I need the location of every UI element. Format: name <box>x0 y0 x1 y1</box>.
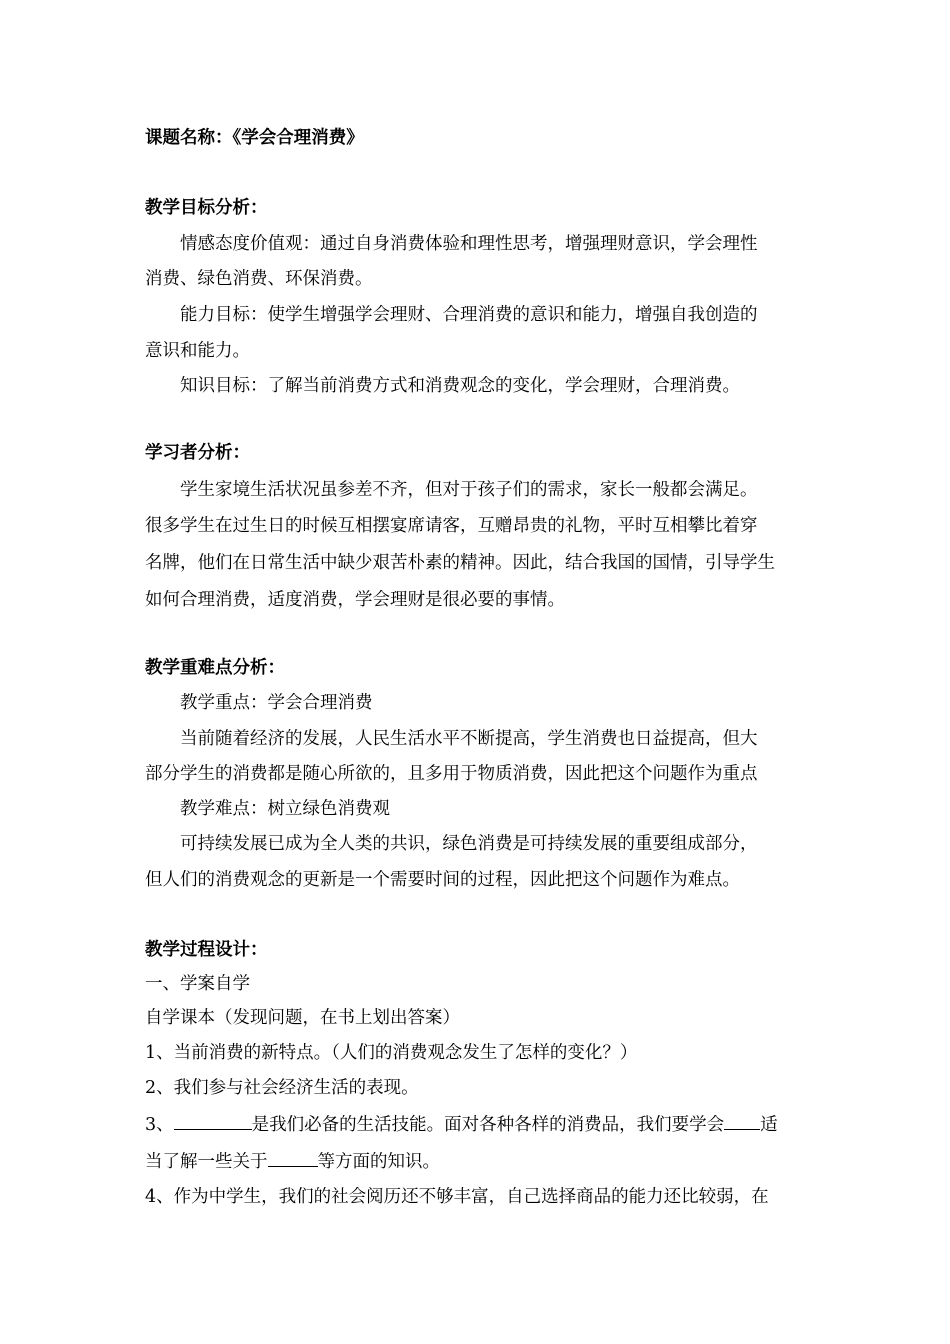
key-points-text: 可持续发展已成为全人类的共识，绿色消费是可持续发展的重要组成部分， <box>180 834 758 854</box>
key-points-text: 当前随着经济的发展，人民生活水平不断提高，学生消费也日益提高，但大 <box>180 729 758 749</box>
learner-analysis-text: 很多学生在过生日的时候互相摆宴席请客，互赠昂贵的礼物，平时互相攀比着穿 <box>145 516 758 536</box>
process-text-segment: 当了解一些关于 <box>145 1152 268 1172</box>
objectives-text: 情感态度价值观：通过自身消费体验和理性思考，增强理财意识，学会理性 <box>180 234 758 254</box>
key-points-text: 但人们的消费观念的更新是一个需要时间的过程，因此把这个问题作为难点。 <box>145 870 740 890</box>
objectives-text: 消费、绿色消费、环保消费。 <box>145 269 373 289</box>
process-text-segment: 是我们必备的生活技能。面对各种各样的消费品，我们要学会 <box>251 1115 725 1135</box>
fill-in-blank[interactable] <box>724 1111 760 1130</box>
learner-analysis-heading: 学习者分析： <box>145 443 250 463</box>
key-points-heading: 教学重难点分析： <box>145 658 285 678</box>
key-points-text: 教学重点：学会合理消费 <box>180 693 373 713</box>
process-text <box>145 1148 950 1174</box>
process-text-segment: 适 <box>760 1115 778 1135</box>
process-text: 1、当前消费的新特点。（人们的消费观念发生了怎样的变化？） <box>145 1043 638 1063</box>
objectives-text: 能力目标：使学生增强学会理财、合理消费的意识和能力，增强自我创造的 <box>180 305 758 325</box>
objectives-text: 意识和能力。 <box>145 341 250 361</box>
process-text: 一、学案自学 <box>145 974 250 994</box>
key-points-text: 教学难点：树立绿色消费观 <box>180 799 390 819</box>
process-text: 4、作为中学生，我们的社会阅历还不够丰富，自己选择商品的能力还比较弱，在 <box>145 1187 769 1207</box>
process-text <box>145 1111 950 1137</box>
fill-in-blank[interactable] <box>174 1111 252 1130</box>
process-text-segment: 等方面的知识。 <box>317 1152 440 1172</box>
learner-analysis-text: 名牌，他们在日常生活中缺少艰苦朴素的精神。因此，结合我国的国情，引导学生 <box>145 553 775 573</box>
process-heading: 教学过程设计： <box>145 940 268 960</box>
objectives-heading: 教学目标分析： <box>145 198 268 218</box>
lesson-title: 课题名称：《学会合理消费》 <box>145 128 364 148</box>
key-points-text: 部分学生的消费都是随心所欲的，且多用于物质消费，因此把这个问题作为重点 <box>145 764 758 784</box>
process-text: 2、我们参与社会经济生活的表现。 <box>145 1078 419 1098</box>
process-text: 自学课本（发现问题，在书上划出答案） <box>145 1008 460 1028</box>
objectives-text: 知识目标：了解当前消费方式和消费观念的变化，学会理财，合理消费。 <box>180 376 740 396</box>
item-number: 3、 <box>145 1115 174 1135</box>
learner-analysis-text: 学生家境生活状况虽参差不齐，但对于孩子们的需求，家长一般都会满足。 <box>180 480 758 500</box>
learner-analysis-text: 如何合理消费，适度消费，学会理财是很必要的事情。 <box>145 590 565 610</box>
fill-in-blank[interactable] <box>268 1148 318 1167</box>
